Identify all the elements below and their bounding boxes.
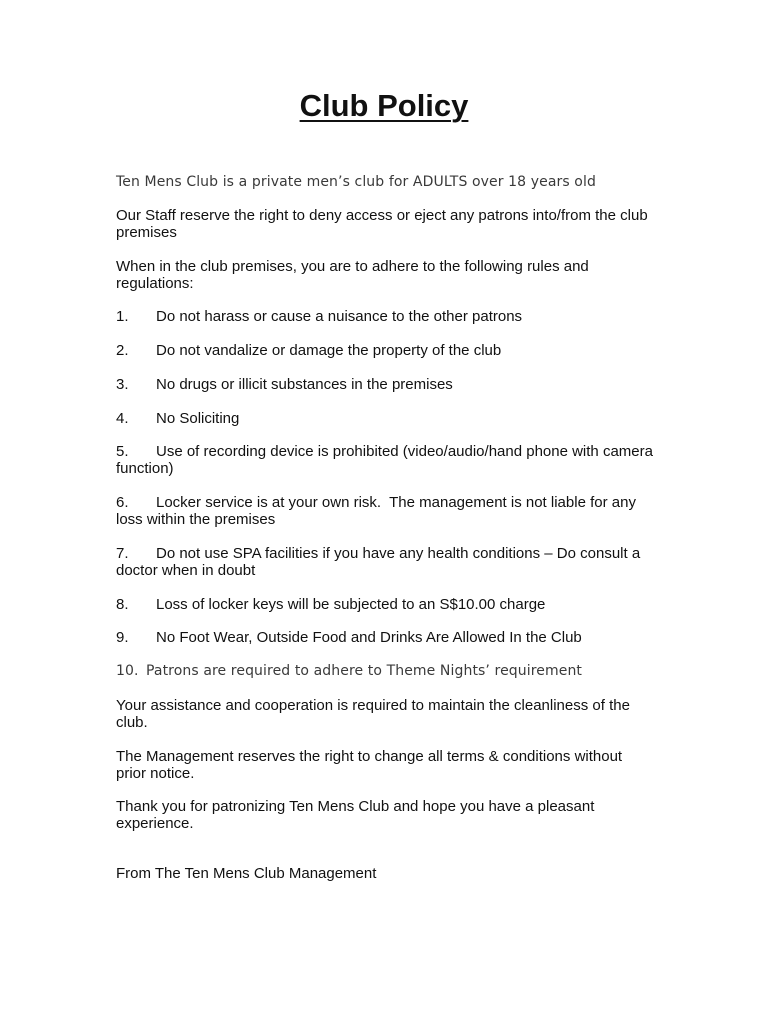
rule-item-3 <box>116 376 656 393</box>
rule-item-9 <box>116 629 656 646</box>
rule-item-7 <box>116 545 656 579</box>
rule-item-8 <box>116 596 656 613</box>
rule-text: Do not harass or cause a nuisance to the other patrons <box>156 308 523 325</box>
rule-number: 1. <box>116 308 129 325</box>
rule-text: No Foot Wear, Outside Food and Drinks Are Allowed In the Club <box>156 629 582 646</box>
rule-number: 8. <box>116 596 129 613</box>
rule-text: Do not use SPA facilities if you have any health conditions – Do consult a doctor when in doubt <box>116 545 641 579</box>
rule-number: 6. <box>116 494 129 511</box>
rule-text: Use of recording device is prohibited (video/audio/hand phone with camera function) <box>116 443 653 477</box>
rule-text: Loss of locker keys will be subjected to an S$10.00 charge <box>156 596 546 613</box>
intro-text: Ten Mens Club is a private men’s club for ADULTS over 18 years old <box>116 174 596 190</box>
rule-number: 10. <box>116 663 139 679</box>
rule-number: 5. <box>116 443 129 460</box>
rule-text: Do not vandalize or damage the property of the club <box>156 342 502 359</box>
rule-number: 9. <box>116 629 129 646</box>
rule-item-10 <box>116 663 656 680</box>
thanks-text: Thank you for patronizing Ten Mens Club and hope you have a pleasant experience. <box>116 798 595 832</box>
rule-text: Patrons are required to adhere to Theme Nights’ requirement <box>146 663 583 679</box>
rule-item-5 <box>116 443 656 477</box>
rule-item-4 <box>116 410 656 427</box>
rule-number: 4. <box>116 410 129 427</box>
rule-text: No Soliciting <box>156 410 240 427</box>
rules-intro-text: When in the club premises, you are to adhere to the following rules and regulations: <box>116 258 589 292</box>
staff-right-text: Our Staff reserve the right to deny access or eject any patrons into/from the club premises <box>116 207 648 241</box>
terms-text: The Management reserves the right to change all terms & conditions without prior notice. <box>116 748 623 782</box>
rule-number: 3. <box>116 376 129 393</box>
rule-item-2 <box>116 342 656 359</box>
page-title: Club Policy <box>299 88 469 123</box>
rule-number: 2. <box>116 342 129 359</box>
cleanliness-text: Your assistance and cooperation is required to maintain the cleanliness of the club. <box>116 697 630 731</box>
rule-item-1 <box>116 308 656 325</box>
rule-text: No drugs or illicit substances in the premises <box>156 376 453 393</box>
signoff-text: From The Ten Mens Club Management <box>116 865 377 882</box>
rule-text: Locker service is at your own risk. The management is not liable for any loss within the premises <box>116 494 641 528</box>
rule-item-6 <box>116 494 656 528</box>
rule-number: 7. <box>116 545 129 562</box>
